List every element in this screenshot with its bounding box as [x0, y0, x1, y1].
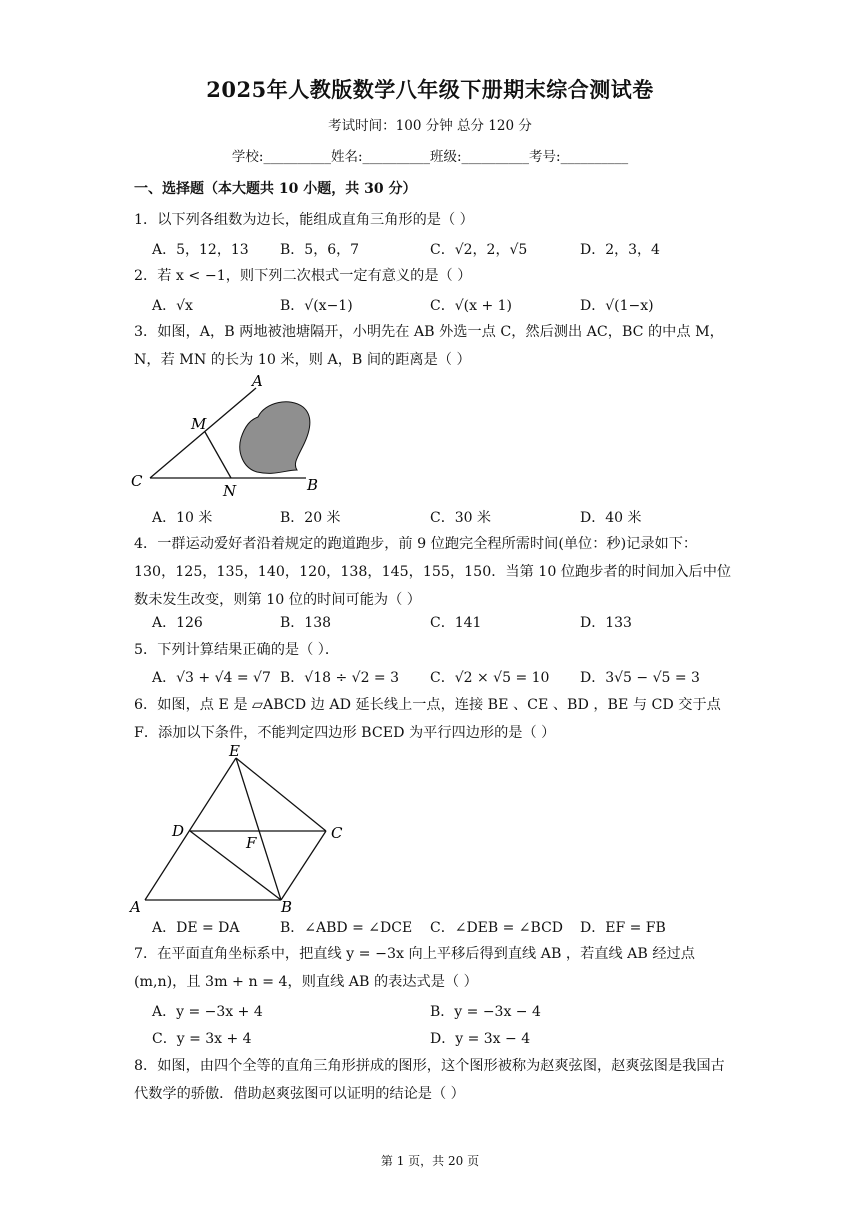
q6-option-d: D．EF = FB [580, 920, 666, 936]
q2-option-d: D．√(1−x) [580, 298, 654, 314]
question-8-stem: 8．如图，由四个全等的直角三角形拼成的图形，这个图形被称为赵爽弦图，赵爽弦图是我国古代数学的骄傲．借助赵爽弦图可以证明的结论是（ ） [134, 1058, 725, 1102]
q4-option-b: B．138 [280, 615, 332, 631]
section-heading: 一、选择题（本大题共 10 小题，共 30 分） [134, 181, 417, 197]
q6-label-b: B [281, 898, 293, 916]
q5-option-b: B．√18 ÷ √2 = 3 [280, 670, 400, 686]
q6-option-c: C．∠DEB = ∠BCD [430, 920, 564, 936]
q6-option-b: B．∠ABD = ∠DCE [280, 920, 413, 936]
question-1-stem: 1．以下列各组数为边长，能组成直角三角形的是（ ） [134, 212, 474, 228]
q6-label-d: D [172, 822, 185, 840]
page-footer: 第 1 页，共 20 页 [380, 1154, 480, 1168]
question-3-stem: 3．如图，A，B 两地被池塘隔开，小明先在 AB 外选一点 C，然后测出 AC，BC 的中点 M，N，若 MN 的长为 10 米，则 A，B 间的距离是（ ） [134, 324, 724, 368]
exam-subtitle: 考试时间：100 分钟 总分 120 分 [328, 118, 532, 134]
q3-option-d: D．40 米 [580, 510, 642, 526]
q6-label-e: E [229, 742, 240, 760]
q4-option-d: D．133 [580, 615, 632, 631]
q1-option-c: C．√2，2，√5 [430, 242, 528, 258]
q3-label-a: A [252, 372, 263, 390]
q7-option-c: C．y = 3x + 4 [152, 1031, 252, 1047]
q3-label-n: N [223, 482, 237, 500]
student-info-line: 学校:__________姓名:__________班级:__________考号:__________ [231, 149, 629, 165]
q5-option-d: D．3√5 − √5 = 3 [580, 670, 700, 686]
q3-option-c: C．30 米 [430, 510, 491, 526]
q6-label-f: F [246, 834, 257, 852]
question-5-stem: 5．下列计算结果正确的是（ ）． [134, 642, 340, 658]
q3-label-c: C [131, 472, 143, 490]
question-2-stem: 2．若 x < −1，则下列二次根式一定有意义的是（ ） [134, 268, 472, 284]
q2-option-c: C．√(x + 1) [430, 298, 512, 314]
q3-pond-figure [125, 372, 335, 500]
q3-label-m: M [191, 415, 207, 433]
question-6-stem: 6．如图，点 E 是 ▱ABCD 边 AD 延长线上一点，连接 BE 、CE 、BD ，BE 与 CD 交于点 F．添加以下条件，不能判定四边形 BCED 为平行四边形的是（ ） [134, 697, 721, 741]
q3-option-a: A．10 米 [152, 510, 213, 526]
q2-option-b: B．√(x−1) [280, 298, 353, 314]
q5-option-a: A．√3 + √4 = √7 [152, 670, 271, 686]
question-7-stem: 7．在平面直角坐标系中，把直线 y = −3x 向上平移后得到直线 AB ，若直线 AB 经过点 (m,n)，且 3m + n = 4，则直线 AB 的表达式是（ ） [134, 946, 695, 990]
q4-option-a: A．126 [152, 615, 203, 631]
q1-option-a: A．5，12，13 [152, 242, 249, 258]
q3-label-b: B [307, 476, 319, 494]
q7-option-d: D．y = 3x − 4 [430, 1031, 531, 1047]
q7-option-a: A．y = −3x + 4 [152, 1004, 263, 1020]
q3-option-b: B．20 米 [280, 510, 341, 526]
page-title: 2025年人教版数学八年级下册期末综合测试卷 [206, 77, 654, 102]
q1-option-b: B．5，6，7 [280, 242, 360, 258]
q4-option-c: C．141 [430, 615, 482, 631]
q5-option-c: C．√2 × √5 = 10 [430, 670, 550, 686]
q6-parallelogram-figure [125, 742, 357, 917]
question-4-stem: 4．一群运动爱好者沿着规定的跑道跑步，前 9 位跑完全程所需时间(单位：秒)记录如下：130，125，135，140，120，138，145，155，150．当第 10 位跑步者的时间加入后中位数未发生改变，则第 10 位的时间可能为（ ） [134, 536, 732, 608]
q1-option-d: D．2，3，4 [580, 242, 660, 258]
q6-option-a: A．DE = DA [152, 920, 240, 936]
q7-option-b: B．y = −3x − 4 [430, 1004, 541, 1020]
q6-label-a: A [130, 898, 141, 916]
q6-label-c: C [331, 824, 343, 842]
q2-option-a: A．√x [152, 298, 193, 314]
